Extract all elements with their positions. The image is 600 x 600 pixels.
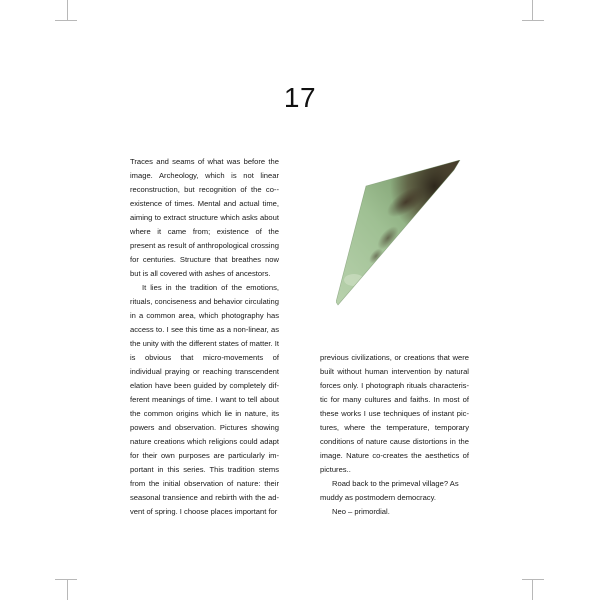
crop-mark-bottom-left-vertical <box>67 580 68 600</box>
crop-mark-bottom-left-horizontal <box>55 579 77 580</box>
left-paragraph-2: It lies in the tradition of the emotions, rituals, conciseness and behavior circulating in a common area, which photography has access to. I see this time as a non-linear, as the unity with the different states of matter. It is obvious that micro-movements of individual praying or reaching transcendent elation have been guided by completely different meanings of time. I want to tell about the common origins which lie in nature, its powers and observation. Pictures showing nature creations which religions could adapt for their own purposes are particularly important in this series. This tradition stems from the initial observation of nature: their seasonal transience and rebirth with the advent of spring. I choose places important for <box>130 283 279 516</box>
crop-mark-top-left-horizontal <box>55 20 77 21</box>
right-paragraph-1: previous civilizations, or creations that were built without human intervention by natural forces only. I photograph rituals characteristic for many cultures and faiths. In most of these works I use techniques of instant pictures, where the temperature, temporary conditions of nature cause distortions in the image. Nature co-creates the aesthetics of pictures.. <box>320 353 469 474</box>
right-paragraph-3: Neo – primordial. <box>332 507 390 516</box>
crop-mark-bottom-right-horizontal <box>522 579 544 580</box>
left-paragraph-1: Traces and seams of what was before the image. Archeology, which is not linear reconstruction, but recognition of the co--existence of times. Mental and actual time, aiming to extract structure which asks about where it came from; existence of the present as result of anthropological crossing for centuries. Structure that breathes now but is all covered with ashes of ancestors. <box>130 157 279 278</box>
left-text-column <box>130 155 279 519</box>
crop-mark-top-left-vertical <box>67 0 68 20</box>
right-paragraph-2: Road back to the primeval village? As muddy as postmodern democracy. <box>320 479 459 502</box>
instant-photo-shard-image <box>336 160 462 306</box>
crop-mark-bottom-right-vertical <box>532 580 533 600</box>
page-number: 17 <box>283 82 317 113</box>
crop-mark-top-right-vertical <box>532 0 533 20</box>
right-text-column <box>320 351 469 519</box>
crop-mark-top-right-horizontal <box>522 20 544 21</box>
